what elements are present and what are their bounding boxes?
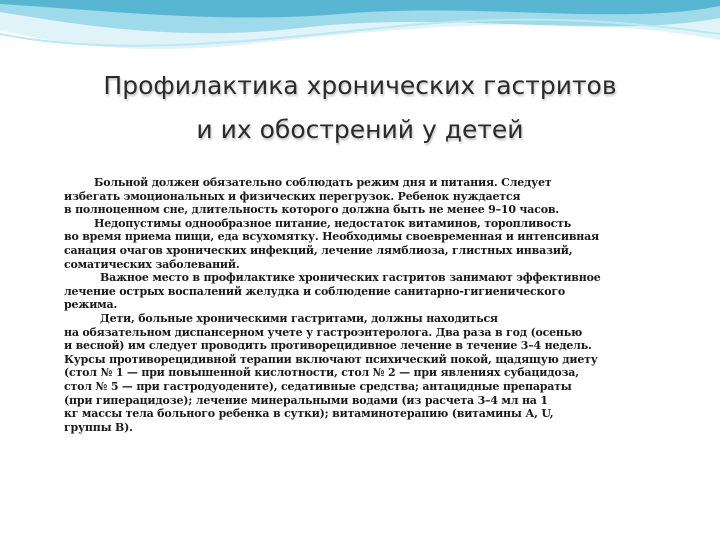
body-line: режима. — [64, 298, 118, 312]
body-line: на обязательном диспансерном учете у гастроэнтеролога. Два раза в год (осенью — [64, 325, 583, 339]
body-text — [64, 176, 676, 434]
decorative-wave-header — [0, 0, 720, 70]
body-line: группы В). — [64, 420, 133, 434]
title-line-1: Профилактика хронических гастритов — [103, 71, 617, 100]
title-line-2: и их обострений у детей — [196, 115, 524, 144]
body-line: в полноценном сне, длительность которого должна быть не менее 9–10 часов. — [64, 203, 559, 217]
body-line: (стол № 1 — при повышенной кислотности, стол № 2 — при явлениях субацидоза, — [64, 366, 579, 380]
body-line: избегать эмоциональных и физических перегрузок. Ребенок нуждается — [64, 189, 521, 203]
page-title — [40, 64, 680, 152]
body-line: соматических заболеваний. — [64, 257, 240, 271]
body-line: санация очагов хронических инфекций, лечение лямблиоза, глистных инвазий, — [64, 243, 573, 257]
body-line: стол № 5 — при гастродуодените), седативные средства; антацидные препараты — [64, 379, 572, 393]
body-line: во время приема пищи, еда всухомятку. Необходимы своевременная и интенсивная — [64, 230, 599, 244]
body-line: и весной) им следует проводить противорецидивное лечение в течение 3–4 недель. — [64, 339, 592, 353]
body-line: Дети, больные хроническими гастритами, должны находиться — [100, 311, 498, 325]
body-line: кг массы тела больного ребенка в сутки); витаминотерапию (витамины А, U, — [64, 407, 554, 421]
body-line: Больной должен обязательно соблюдать режим дня и питания. Следует — [94, 176, 552, 189]
body-line: (при гиперацидозе); лечение минеральными водами (из расчета 3–4 мл на 1 — [64, 393, 548, 407]
body-line: Курсы противорецидивной терапии включают психический покой, щадящую диету — [64, 352, 598, 366]
body-line: Недопустимы однообразное питание, недостаток витаминов, торопливость — [94, 216, 571, 230]
body-line: Важное место в профилактике хронических гастритов занимают эффективное — [100, 271, 601, 285]
body-line: лечение острых воспалений желудка и соблюдение санитарно-гигиенического — [64, 284, 566, 298]
